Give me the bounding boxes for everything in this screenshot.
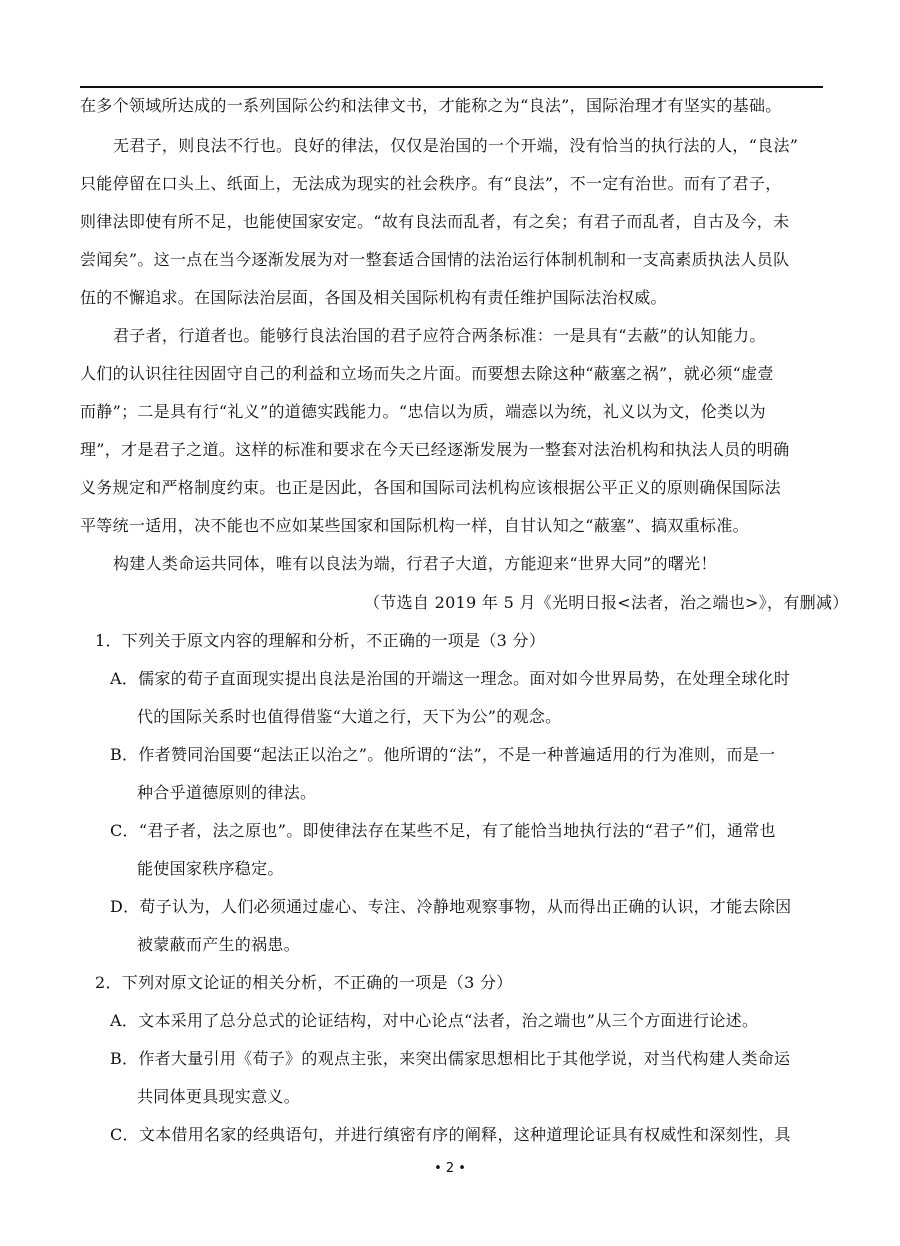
page-number: • 2 • — [434, 1161, 466, 1176]
question-2-option-b: B．作者大量引用《荀子》的观点主张，来突出儒家思想相比于其他学说，对当代构建人类命运 — [110, 1049, 791, 1068]
question-2-option-c: C．文本借用名家的经典语句，并进行缜密有序的阐释，这种道理论证具有权威性和深刻性，具 — [110, 1125, 791, 1144]
question-1-option-a: A．儒家的荀子直面现实提出良法是治国的开端这一理念。面对如今世界局势，在处理全球化时 — [110, 669, 791, 688]
paragraph-0-line-1: 在多个领域所达成的一系列国际公约和法律文书，才能称之为“良法”，国际治理才有坚实的基础。 — [80, 96, 782, 115]
question-2-option-b-cont: 共同体更具现实意义。 — [137, 1087, 301, 1106]
question-1-option-b-cont: 种合乎道德原则的律法。 — [137, 783, 317, 802]
question-1-option-c: C．“君子者，法之原也”。即使律法存在某些不足，有了能恰当地执行法的“君子”们，通常也 — [110, 821, 776, 840]
paragraph-2-line-4: 理”，才是君子之道。这样的标准和要求在今天已经逐渐发展为一整套对法治机构和执法人员的明确 — [80, 440, 790, 459]
paragraph-2-line-3: 而静”；二是具有行“礼义”的道德实践能力。“忠信以为质，端悫以为统，礼义以为文，伦类以为 — [80, 402, 766, 421]
question-2-stem: 2．下列对原文论证的相关分析，不正确的一项是（3 分） — [95, 973, 513, 992]
paragraph-2-line-2: 人们的认识往往因固守自己的利益和立场而失之片面。而要想去除这种“蔽塞之祸”，就必须“虚壹 — [80, 364, 774, 383]
paragraph-1-line-5: 伍的不懈追求。在国际法治层面，各国及相关国际机构有责任维护国际法治权威。 — [80, 288, 667, 307]
paragraph-1-line-2: 只能停留在口头上、纸面上，无法成为现实的社会秩序。有“良法”，不一定有治世。而有了君子， — [80, 174, 782, 193]
paragraph-2-line-6: 平等统一适用，决不能也不应如某些国家和国际机构一样，自甘认知之“蔽塞”、搞双重标准。 — [80, 516, 749, 535]
paragraph-1-line-1: 无君子，则良法不行也。良好的律法，仅仅是治国的一个开端，没有恰当的执行法的人，“良法” — [113, 136, 799, 155]
paragraph-2-line-1: 君子者，行道者也。能够行良法治国的君子应符合两条标准：一是具有“去蔽”的认知能力。 — [113, 326, 766, 345]
paragraph-3-line-1: 构建人类命运共同体，唯有以良法为端，行君子大道，方能迎来“世界大同”的曙光！ — [113, 554, 717, 573]
question-1-option-c-cont: 能使国家秩序稳定。 — [137, 859, 284, 878]
header-rule — [80, 86, 823, 88]
question-1-option-b: B．作者赞同治国要“起法正以治之”。他所谓的“法”，不是一种普遍适用的行为准则，而是一 — [110, 745, 776, 764]
source-citation: （节选自 2019 年 5 月《光明日报<法者，治之端也>》，有删减） — [364, 593, 849, 612]
question-1-option-d-cont: 被蒙蔽而产生的祸患。 — [137, 935, 301, 954]
question-1-option-d: D．荀子认为，人们必须通过虚心、专注、冷静地观察事物，从而得出正确的认识，才能去除因 — [110, 897, 792, 916]
paragraph-1-line-3: 则律法即使有所不足，也能使国家安定。“故有良法而乱者，有之矣；有君子而乱者，自古及今，未 — [80, 212, 790, 231]
paragraph-2-line-5: 义务规定和严格制度约束。也正是因此，各国和国际司法机构应该根据公平正义的原则确保国际法 — [80, 478, 781, 497]
paragraph-1-line-4: 尝闻矣”。这一点在当今逐渐发展为对一整套适合国情的法治运行体制机制和一支高素质执法人员队 — [80, 250, 790, 269]
question-1-stem: 1．下列关于原文内容的理解和分析，不正确的一项是（3 分） — [95, 631, 546, 650]
question-2-option-a: A．文本采用了总分总式的论证结构，对中心论点“法者，治之端也”从三个方面进行论述。 — [110, 1011, 759, 1030]
question-1-option-a-cont: 代的国际关系时也值得借鉴“大道之行，天下为公”的观念。 — [137, 707, 562, 726]
